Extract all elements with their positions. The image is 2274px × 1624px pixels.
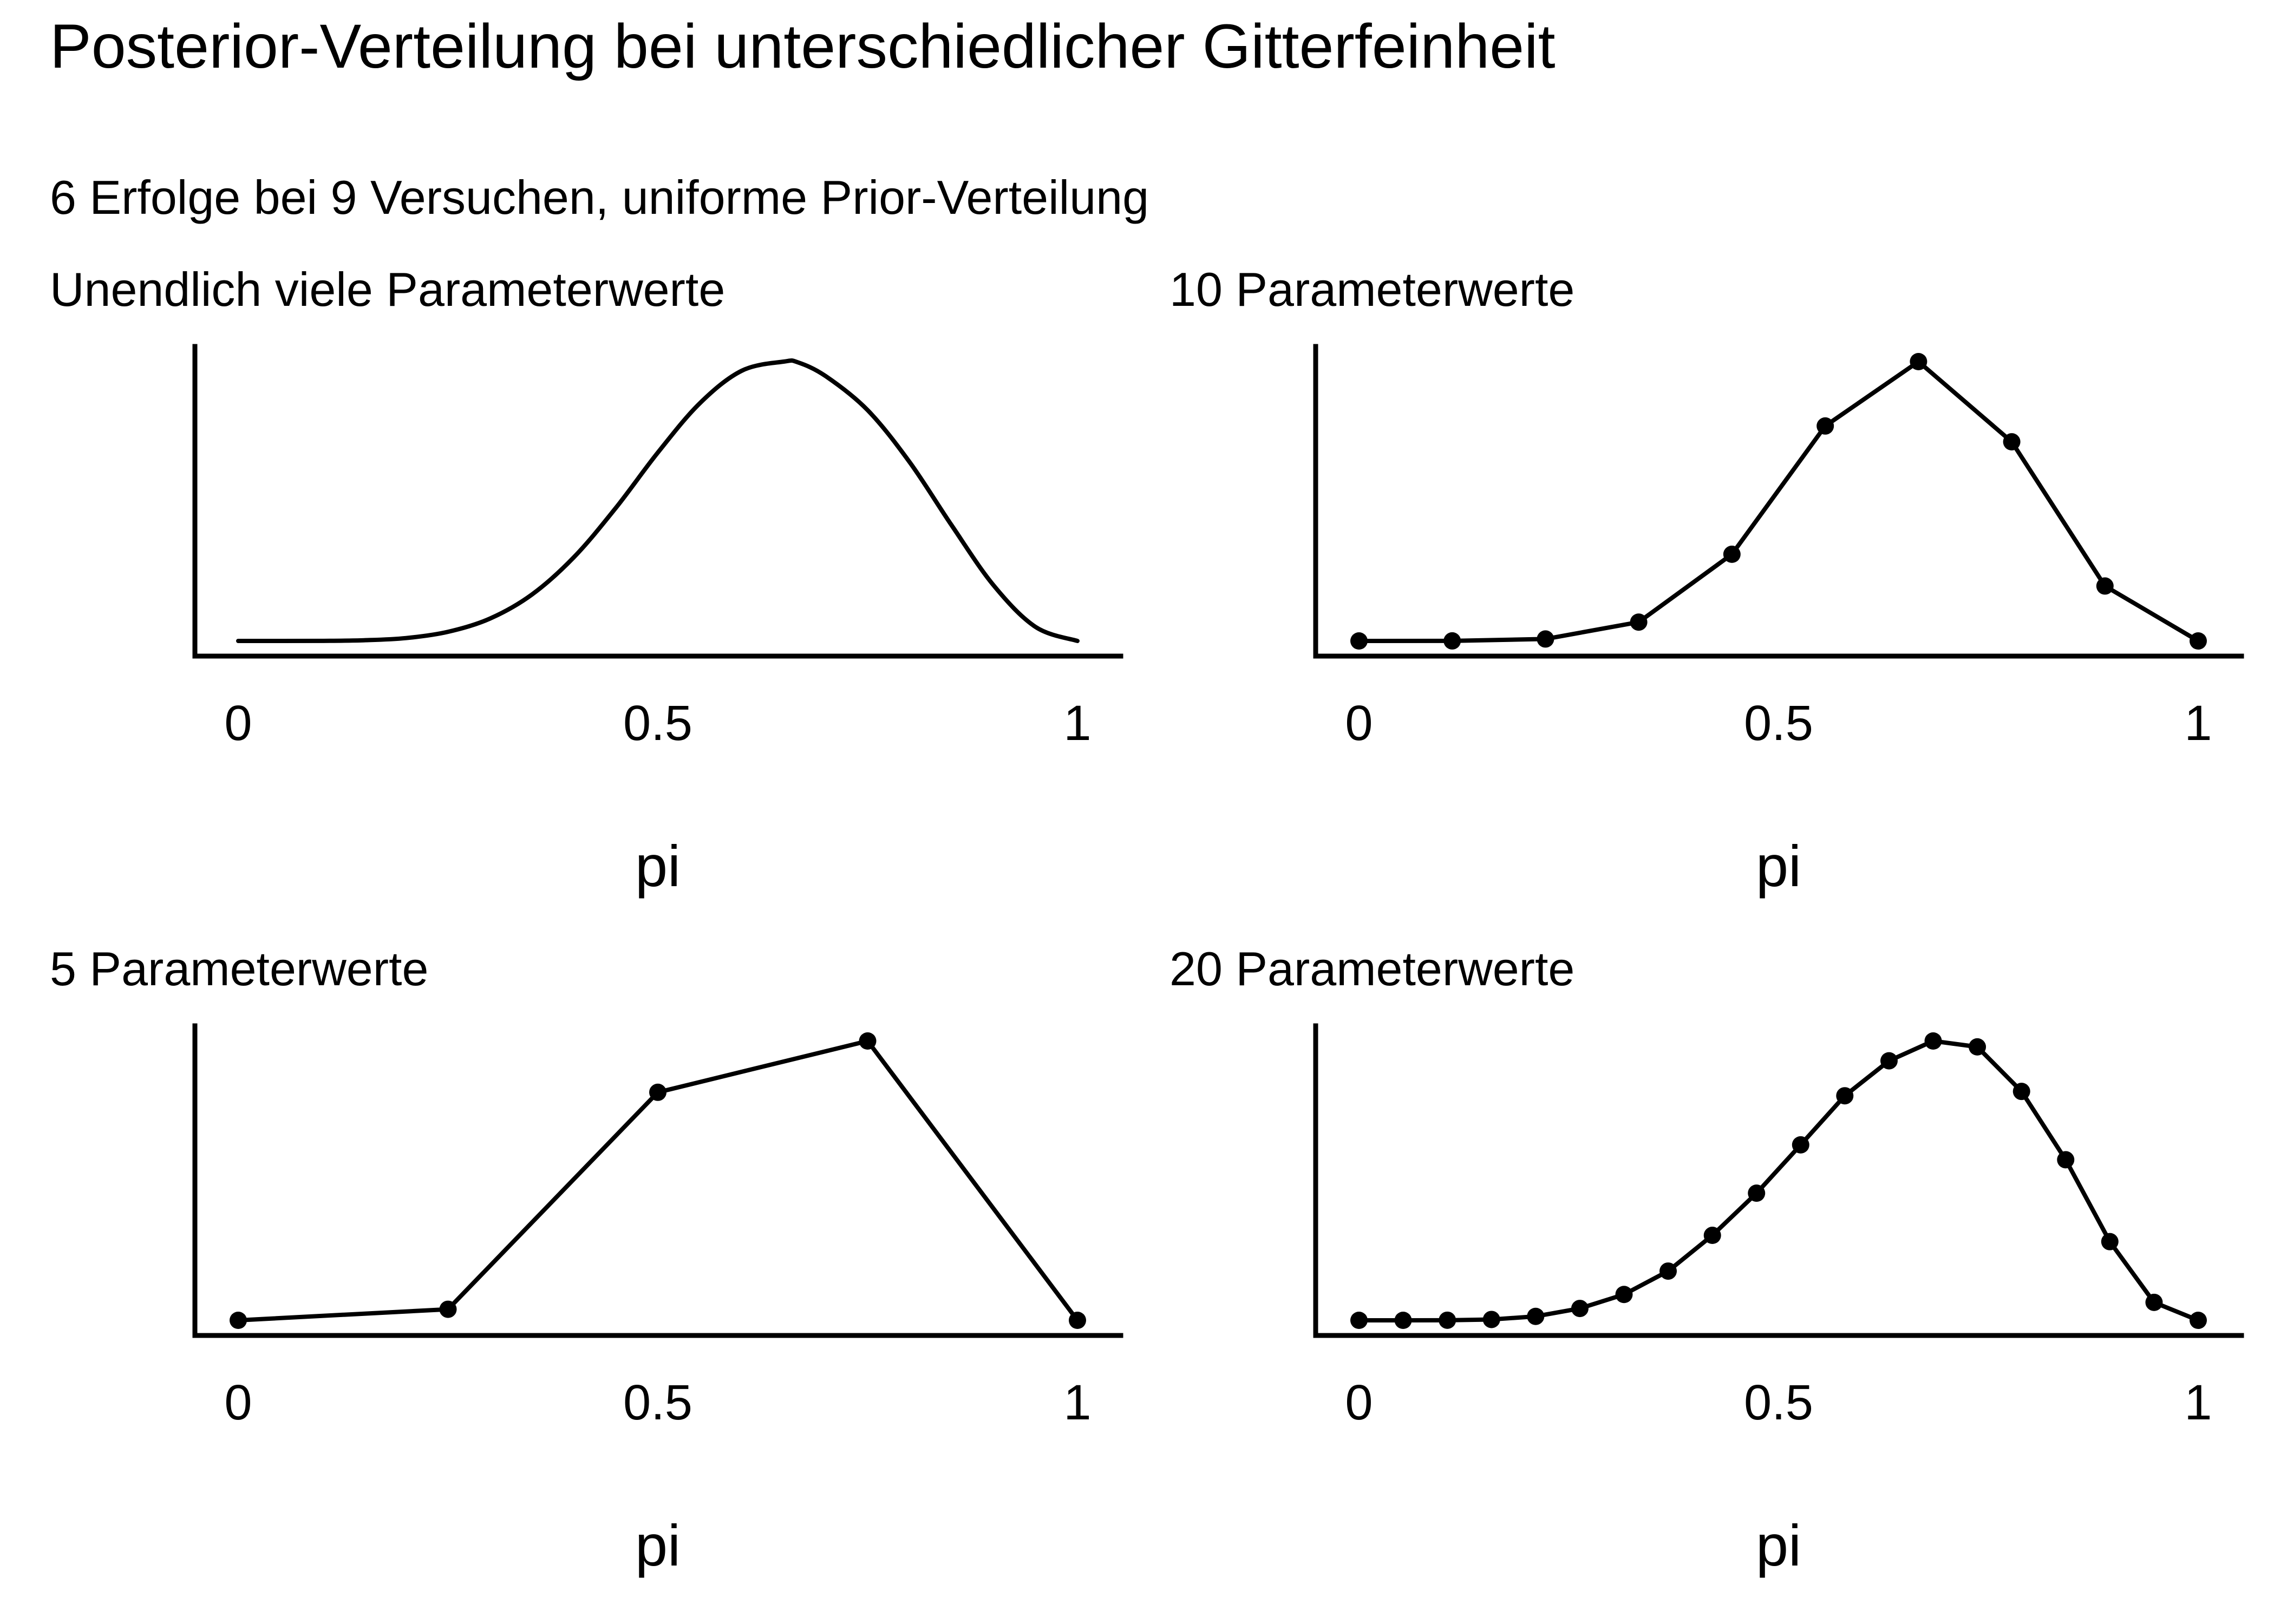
data-point-grid5 (859, 1032, 877, 1050)
data-point-grid10 (2096, 578, 2114, 595)
panel-grid10 (1169, 263, 2242, 899)
x-tick-label-grid5: 1 (1063, 1375, 1092, 1430)
data-point-grid20 (1880, 1052, 1898, 1070)
series-line-grid5 (238, 1041, 1077, 1320)
x-tick-label-grid10: 0 (1345, 696, 1373, 751)
data-point-grid20 (1748, 1184, 1765, 1202)
x-axis-label-grid10: pi (1755, 833, 1802, 899)
x-tick-label-grid10: 0.5 (1744, 696, 1813, 751)
x-tick-label-grid20: 0.5 (1744, 1375, 1813, 1430)
data-point-grid20 (1704, 1227, 1721, 1244)
data-point-grid5 (440, 1301, 457, 1318)
series-line-continuous (238, 361, 1077, 641)
data-point-grid20 (2101, 1233, 2119, 1250)
data-point-grid5 (1069, 1312, 1086, 1329)
data-point-grid10 (1443, 632, 1461, 650)
x-tick-label-grid20: 0 (1345, 1375, 1373, 1430)
panel-title-grid5: 5 Parameterwerte (50, 942, 429, 996)
x-tick-label-grid5: 0.5 (623, 1375, 692, 1430)
x-tick-label-grid5: 0 (224, 1375, 252, 1430)
series-line-grid20 (1359, 1041, 2198, 1320)
data-point-grid5 (230, 1312, 247, 1329)
data-point-grid10 (2003, 433, 2021, 450)
x-tick-label-grid10: 1 (2184, 696, 2212, 751)
data-point-grid10 (1910, 353, 1927, 370)
panel-grid20 (1169, 942, 2242, 1578)
data-point-grid5 (649, 1084, 666, 1101)
data-point-grid20 (2057, 1151, 2074, 1168)
data-point-grid20 (1925, 1032, 1942, 1050)
panels-group (50, 263, 2242, 1578)
data-point-grid20 (2190, 1312, 2207, 1329)
data-point-grid20 (1350, 1312, 1368, 1329)
data-point-grid10 (1723, 546, 1741, 563)
data-point-grid20 (1969, 1038, 1986, 1056)
panel-title-continuous: Unendlich viele Parameterwerte (50, 263, 726, 316)
data-point-grid20 (1483, 1311, 1500, 1328)
data-point-grid20 (1659, 1262, 1677, 1280)
data-point-grid20 (1395, 1312, 1412, 1329)
data-point-grid20 (1792, 1136, 1809, 1154)
panel-continuous (50, 263, 1121, 899)
data-point-grid10 (1630, 613, 1648, 631)
data-point-grid20 (2013, 1083, 2030, 1100)
data-point-grid20 (2145, 1294, 2162, 1311)
data-point-grid10 (2190, 632, 2207, 650)
panel-grid5 (50, 942, 1121, 1578)
data-point-grid10 (1537, 630, 1554, 647)
figure-subtitle: 6 Erfolge bei 9 Versuchen, uniforme Prior-Verteilung (50, 171, 1149, 224)
data-point-grid20 (1571, 1300, 1589, 1317)
x-axis-label-grid20: pi (1755, 1512, 1802, 1578)
data-point-grid10 (1350, 632, 1368, 650)
x-tick-label-grid20: 1 (2184, 1375, 2212, 1430)
data-point-grid20 (1439, 1312, 1456, 1329)
data-point-grid10 (1816, 417, 1834, 435)
data-point-grid20 (1615, 1286, 1632, 1303)
x-axis-label-grid5: pi (635, 1512, 681, 1578)
data-point-grid20 (1527, 1308, 1544, 1325)
data-point-grid20 (1836, 1087, 1853, 1104)
panel-title-grid10: 10 Parameterwerte (1169, 263, 1575, 316)
figure-title: Posterior-Verteilung bei unterschiedlicher Gitterfeinheit (50, 12, 1556, 81)
panel-title-grid20: 20 Parameterwerte (1169, 942, 1575, 996)
x-tick-label-continuous: 0.5 (623, 696, 692, 751)
x-tick-label-continuous: 1 (1063, 696, 1092, 751)
x-axis-label-continuous: pi (635, 833, 681, 899)
series-line-grid10 (1359, 362, 2198, 641)
x-tick-label-continuous: 0 (224, 696, 252, 751)
